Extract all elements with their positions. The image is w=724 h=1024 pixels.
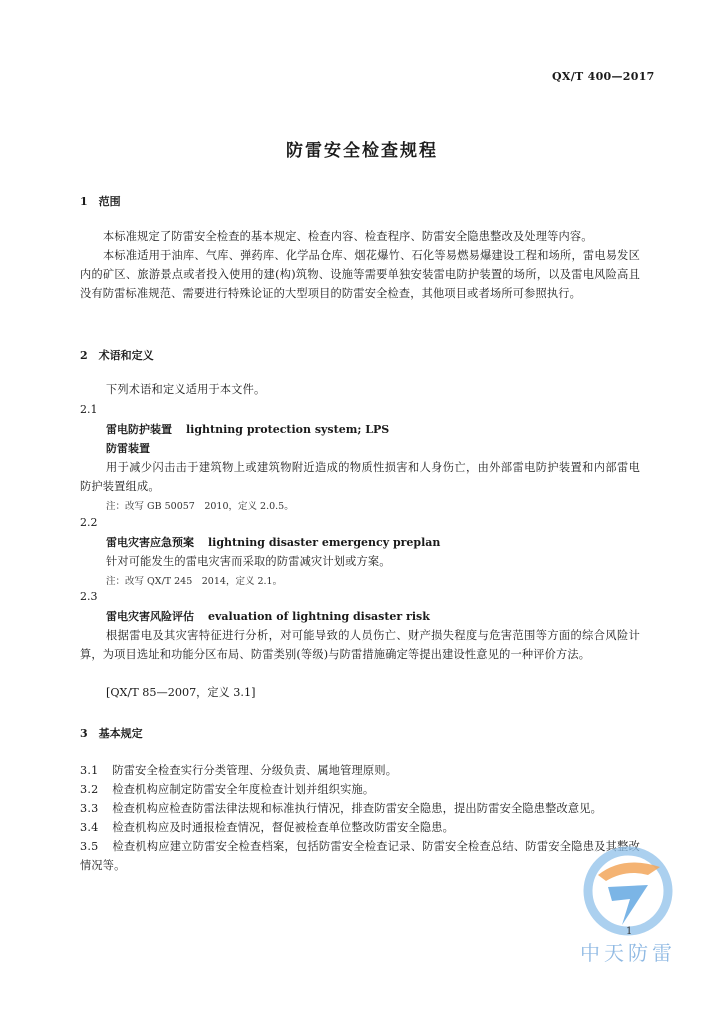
section-1-paragraph-1: 本标准规定了防雷安全检查的基本规定、检查内容、检查程序、防雷安全隐患整改及处理等内容。 bbox=[103, 230, 593, 243]
standard-code: QX/T 400—2017 bbox=[552, 70, 655, 83]
term-note: 注：改写 QX/T 245 2014，定义 2.1。 bbox=[106, 576, 283, 587]
list-item bbox=[80, 780, 374, 799]
term-number: 2.1 bbox=[80, 403, 98, 416]
section-3-heading: 3 基本规定 bbox=[80, 727, 143, 740]
item-text: 防雷安全检查实行分类管理、分级负责、属地管理原则。 bbox=[112, 764, 398, 777]
term-reference: [QX/T 85—2007，定义 3.1] bbox=[106, 686, 256, 699]
term-heading bbox=[106, 534, 440, 550]
term-heading bbox=[106, 421, 389, 437]
term-english: evaluation of lightning disaster risk bbox=[208, 610, 430, 623]
watermark-logo bbox=[578, 845, 678, 937]
section-1-heading: 1 范围 bbox=[80, 195, 121, 208]
term-chinese: 雷电灾害风险评估 bbox=[106, 610, 194, 623]
term-english: lightning protection system; LPS bbox=[186, 423, 390, 436]
term-number: 2.3 bbox=[80, 590, 98, 603]
term-chinese: 雷电灾害应急预案 bbox=[106, 536, 194, 549]
item-number: 3.4 bbox=[80, 821, 99, 834]
page-number: 1 bbox=[626, 926, 633, 937]
item-number: 3.2 bbox=[80, 783, 99, 796]
list-item bbox=[80, 761, 397, 780]
list-item bbox=[80, 818, 454, 837]
lightning-logo-icon bbox=[578, 845, 678, 937]
term-alternate: 防雷装置 bbox=[106, 442, 150, 455]
term-chinese: 雷电防护装置 bbox=[106, 423, 172, 436]
list-item bbox=[80, 837, 640, 875]
item-text: 检查机构应检查防雷法律法规和标准执行情况，排查防雷安全隐患，提出防雷安全隐患整改意见。 bbox=[112, 802, 603, 815]
item-text: 检查机构应及时通报检查情况，督促被检查单位整改防雷安全隐患。 bbox=[112, 821, 455, 834]
term-note: 注：改写 GB 50057 2010，定义 2.0.5。 bbox=[106, 501, 294, 512]
term-heading bbox=[106, 608, 430, 624]
item-text: 检查机构应建立防雷安全检查档案，包括防雷安全检查记录、防雷安全检查总结、防雷安全隐患及其整改情况等。 bbox=[80, 840, 640, 872]
list-item bbox=[80, 799, 602, 818]
term-definition: 用于减少闪击击于建筑物上或建筑物附近造成的物质性损害和人身伤亡，由外部雷电防护装置和内部雷电防护装置组成。 bbox=[80, 461, 640, 493]
term-number: 2.2 bbox=[80, 516, 98, 529]
term-definition: 针对可能发生的雷电灾害而采取的防雷减灾计划或方案。 bbox=[106, 555, 391, 568]
item-number: 3.5 bbox=[80, 840, 99, 853]
term-definition: 根据雷电及其灾害特征进行分析，对可能导致的人员伤亡、财产损失程度与危害范围等方面的综合风险计算，为项目选址和功能分区布局、防雷类别(等级)与防雷措施确定等提出建设性意见的一种评价方法。 bbox=[80, 629, 640, 661]
section-2-intro: 下列术语和定义适用于本文件。 bbox=[106, 383, 266, 396]
watermark-text: 中天防雷 bbox=[580, 941, 676, 965]
item-number: 3.1 bbox=[80, 764, 99, 777]
section-1-paragraph-2: 本标准适用于油库、气库、弹药库、化学品仓库、烟花爆竹、石化等易燃易爆建设工程和场所，雷电易发区内的矿区、旅游景点或者投入使用的建(构)筑物、设施等需要单独安装雷电防护装置的场所，以及雷电风险高且没有防雷标准规范、需要进行特殊论证的大型项目的防雷安全检查，其他项目或者场所可参照执行。 bbox=[80, 249, 640, 300]
document-title: 防雷安全检查规程 bbox=[286, 141, 438, 161]
term-english: lightning disaster emergency preplan bbox=[208, 536, 441, 549]
section-2-heading: 2 术语和定义 bbox=[80, 349, 154, 362]
item-number: 3.3 bbox=[80, 802, 99, 815]
item-text: 检查机构应制定防雷安全年度检查计划并组织实施。 bbox=[112, 783, 375, 796]
